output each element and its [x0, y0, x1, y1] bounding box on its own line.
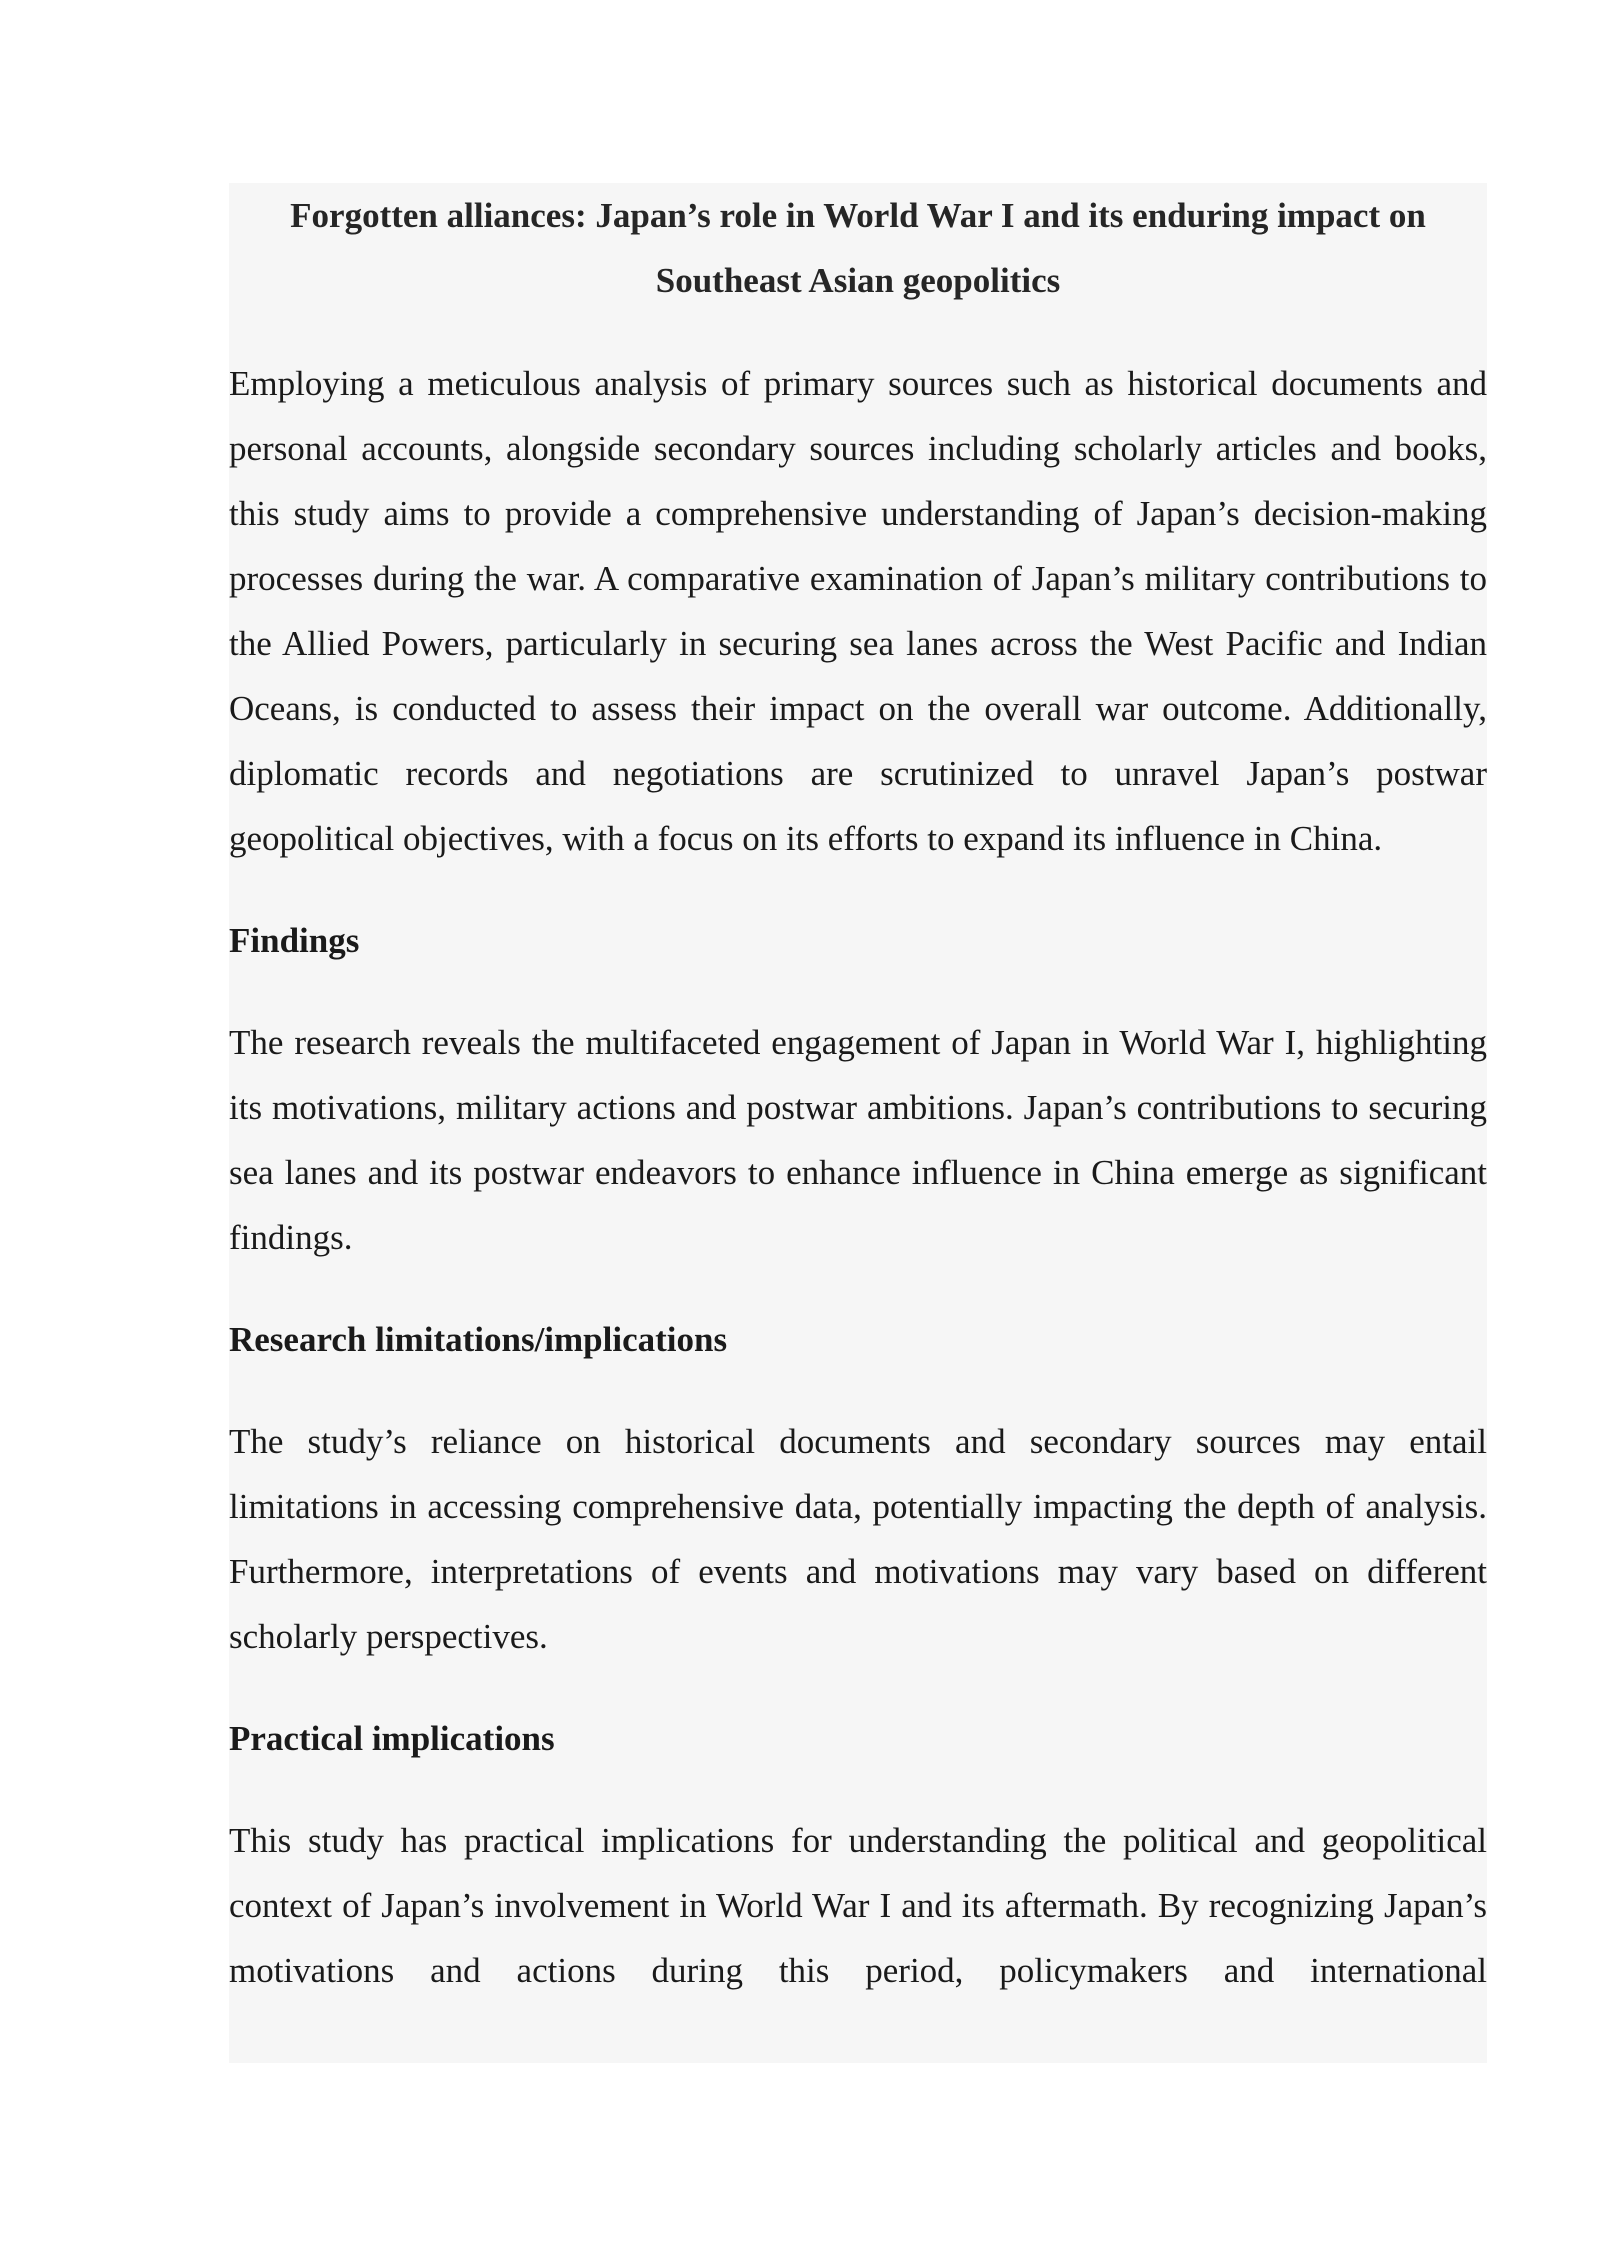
section-body-practical: This study has practical implications for understanding the political and geopolitical context of Japan’s involvement in World War I and its aftermath. By recognizing Japan’s motivations and actions during this period, policymakers and international: [229, 1821, 1487, 1990]
spacer: [229, 973, 1487, 1010]
section-heading-practical: Practical implications: [229, 1719, 555, 1758]
spacer: [229, 1372, 1487, 1409]
document-body: [229, 183, 1487, 2063]
section-body-limitations: The study’s reliance on historical documents and secondary sources may entail limitations in accessing comprehensive data, potentially impacting the depth of analysis. Furthermore, interpretations of events and motivations may vary based on different scholarly perspectives.: [229, 1422, 1487, 1656]
document-title: Forgotten alliances: Japan’s role in World War I and its enduring impact on Southeast Asian geopolitics: [290, 196, 1426, 300]
section-body-findings: The research reveals the multifaceted engagement of Japan in World War I, highlighting its motivations, military actions and postwar ambitions. Japan’s contributions to securing sea lanes and its postwar endeavors to enhance influence in China emerge as significant findings.: [229, 1023, 1487, 1257]
spacer: [229, 313, 1487, 351]
spacer: [229, 1669, 1487, 1706]
spacer: [229, 1270, 1487, 1307]
intro-paragraph: Employing a meticulous analysis of primary sources such as historical documents and personal accounts, alongside secondary sources including scholarly articles and books, this study aims to provide a comprehensive understanding of Japan’s decision-making processes during the war. A comparative examination of Japan’s military contributions to the Allied Powers, particularly in securing sea lanes across the West Pacific and Indian Oceans, is conducted to assess their impact on the overall war outcome. Additionally, diplomatic records and negotiations are scrutinized to unravel Japan’s postwar geopolitical objectives, with a focus on its efforts to expand its influence in China.: [229, 364, 1487, 858]
section-heading-findings: Findings: [229, 921, 360, 960]
spacer: [229, 1771, 1487, 1808]
spacer: [229, 871, 1487, 908]
section-heading-limitations: Research limitations/implications: [229, 1320, 728, 1359]
